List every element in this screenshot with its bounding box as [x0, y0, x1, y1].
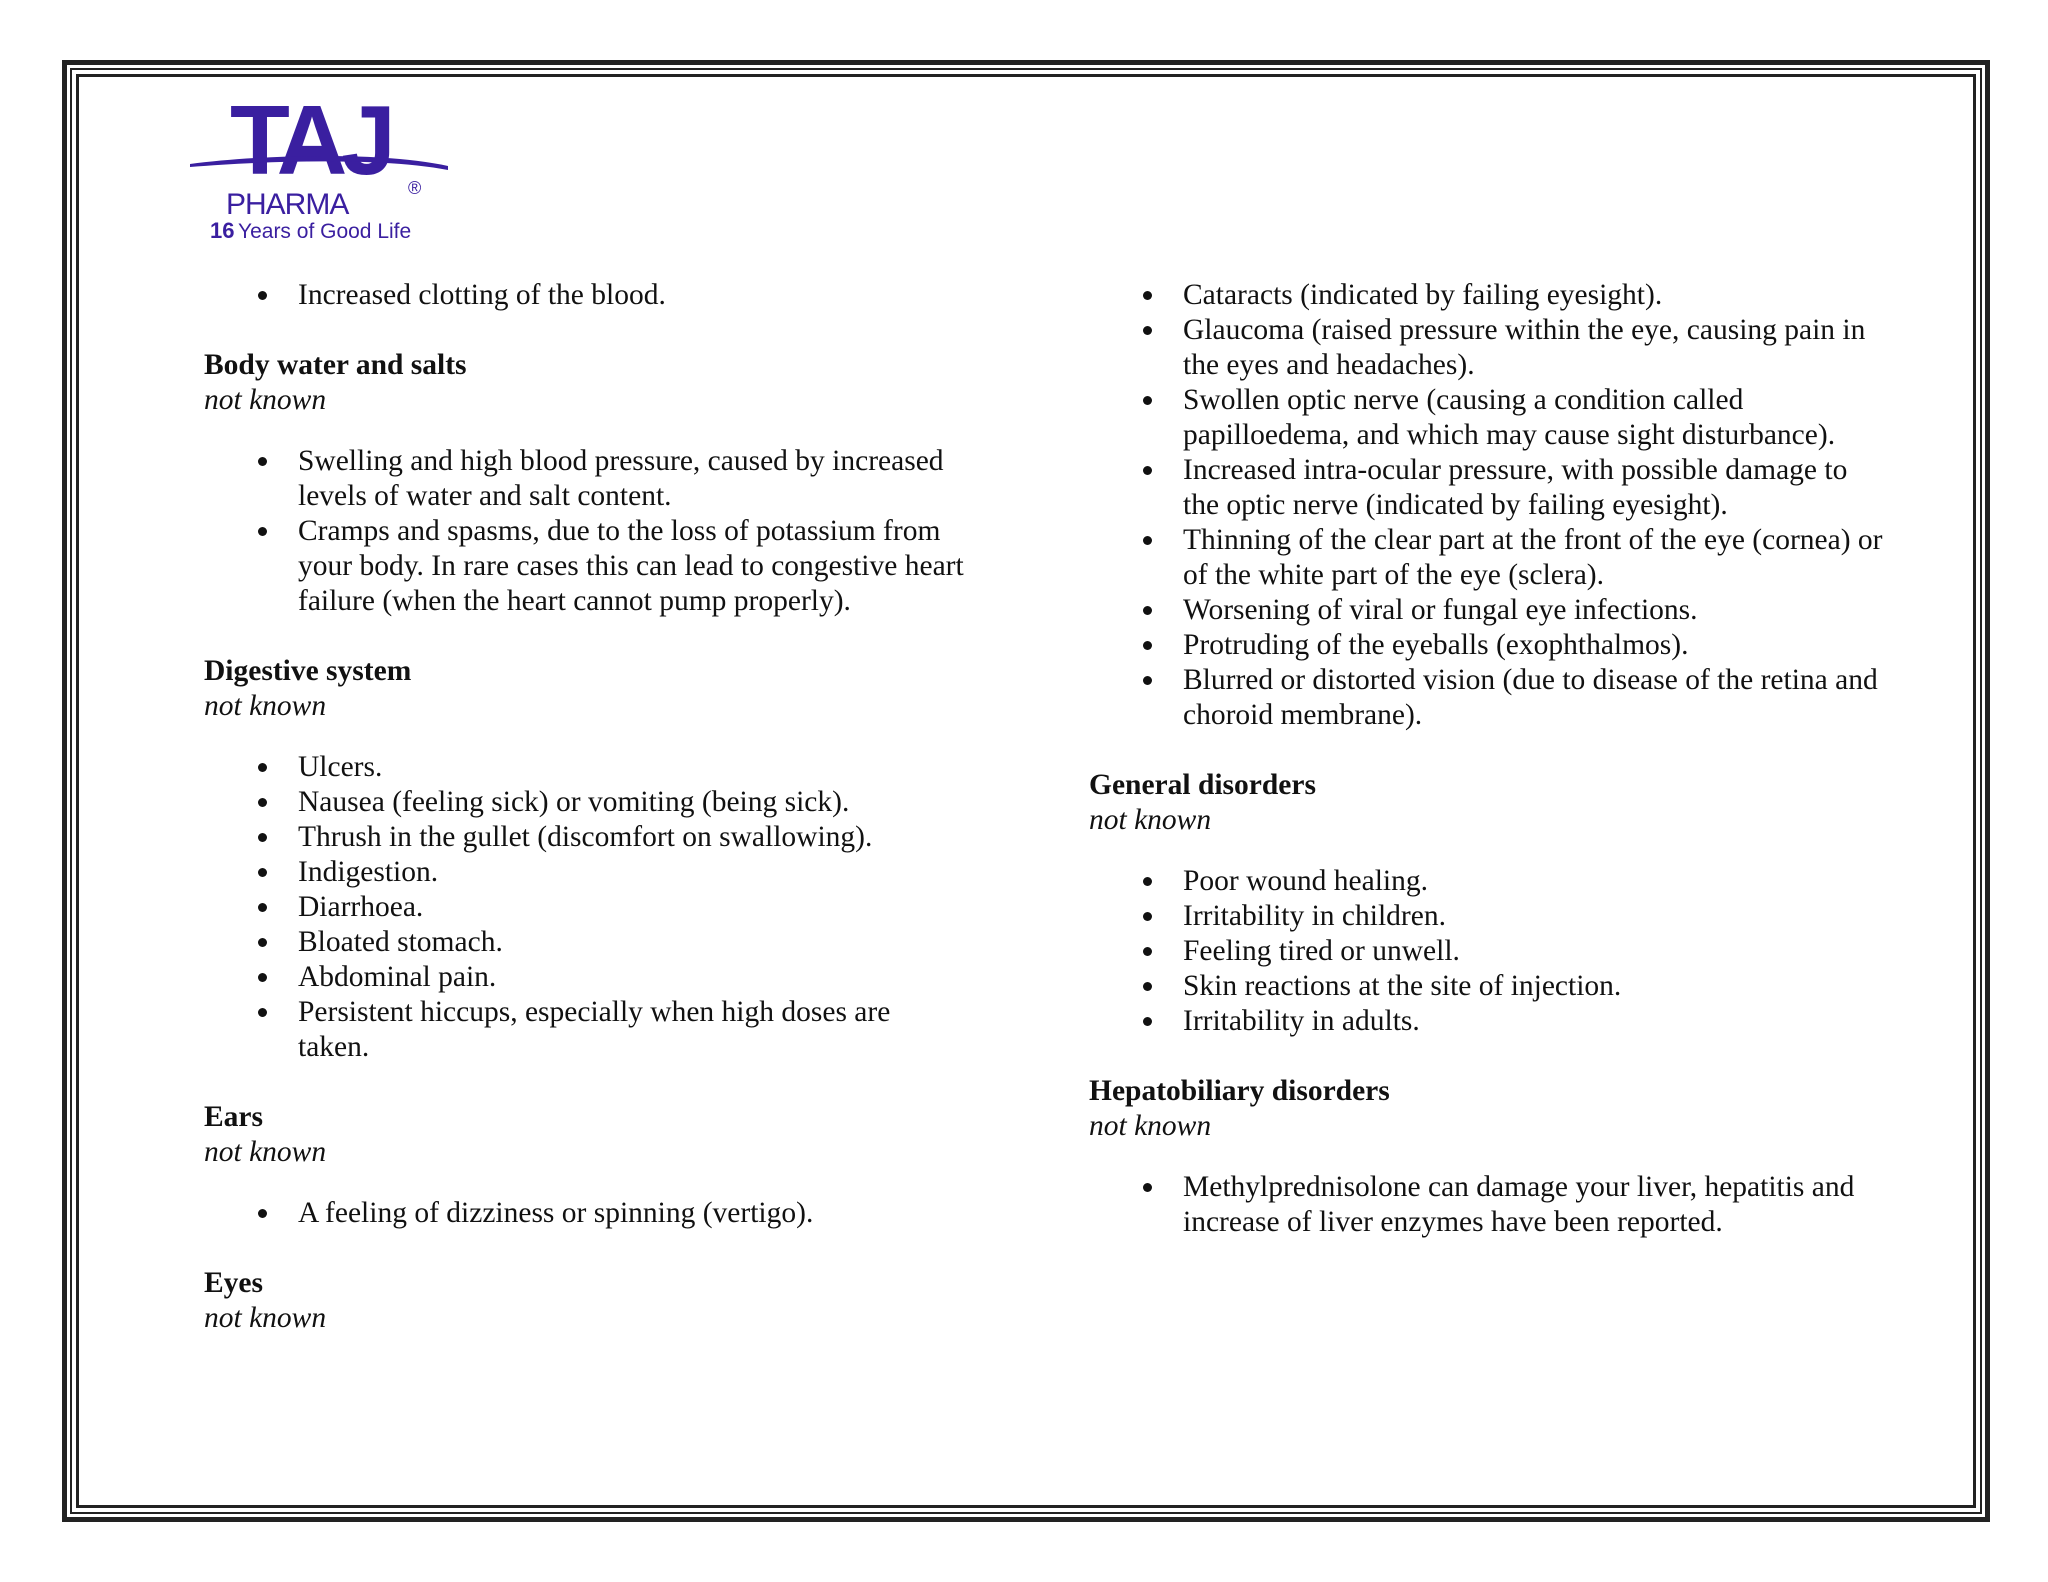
list-item: Persistent hiccups, especially when high doses are taken.: [204, 995, 964, 1065]
bullet-icon: [1143, 466, 1152, 475]
list-item: Increased clotting of the blood.: [204, 278, 964, 313]
frequency-label: not known: [1089, 1110, 1212, 1142]
list-item: Indigestion.: [204, 855, 964, 890]
frequency-label: not known: [204, 1302, 327, 1334]
list-item: A feeling of dizziness or spinning (vertigo).: [204, 1196, 964, 1231]
list-item: Thinning of the clear part at the front of the eye (cornea) or of the white part of the eye (sclera).: [1089, 523, 1889, 593]
frequency-label: not known: [204, 384, 327, 416]
bullet-icon: [258, 527, 267, 536]
taj-pharma-logo-graphic: [186, 96, 466, 246]
bullet-icon: [1143, 877, 1152, 886]
symptom-list: [1089, 1170, 1889, 1240]
bullet-icon: [1143, 606, 1152, 615]
frequency-label: not known: [204, 690, 327, 722]
list-item: Swollen optic nerve (causing a condition called papilloedema, and which may cause sight disturbance).: [1089, 383, 1889, 453]
bullet-icon: [1143, 396, 1152, 405]
list-item: Glaucoma (raised pressure within the eye, causing pain in the eyes and headaches).: [1089, 313, 1889, 383]
list-item: Bloated stomach.: [204, 925, 964, 960]
section-heading: Hepatobiliary disorders: [1089, 1075, 1390, 1107]
bullet-icon: [258, 903, 267, 912]
list-item: Protruding of the eyeballs (exophthalmos).: [1089, 628, 1889, 663]
bullet-icon: [258, 798, 267, 807]
section-heading: General disorders: [1089, 769, 1316, 801]
section-hepatobiliary-disorders: [1089, 1074, 1889, 1240]
symptom-list: [204, 444, 964, 619]
list-item: Increased intra-ocular pressure, with possible damage to the optic nerve (indicated by failing eyesight).: [1089, 453, 1889, 523]
list-item: Poor wound healing.: [1089, 864, 1889, 899]
list-item: Cataracts (indicated by failing eyesight).: [1089, 278, 1889, 313]
bullet-icon: [258, 1209, 267, 1218]
svg-text:16: 16: [210, 218, 235, 243]
bullet-icon: [258, 291, 267, 300]
list-item: Blurred or distorted vision (due to disease of the retina and choroid membrane).: [1089, 663, 1889, 733]
section-heading: Eyes: [204, 1267, 263, 1299]
svg-text:Years of Good Life: Years of Good Life: [238, 220, 412, 243]
list-item: Nausea (feeling sick) or vomiting (being sick).: [204, 785, 964, 820]
taj-pharma-logo: [186, 96, 466, 246]
list-item: Thrush in the gullet (discomfort on swallowing).: [204, 820, 964, 855]
bullet-icon: [1143, 1183, 1152, 1192]
left-intro-list: [204, 278, 964, 313]
section-digestive-system: [204, 654, 964, 1065]
left-column: [204, 278, 964, 1362]
bullet-icon: [258, 938, 267, 947]
bullet-icon: [1143, 676, 1152, 685]
bullet-icon: [258, 763, 267, 772]
list-item: Diarrhoea.: [204, 890, 964, 925]
frequency-label: not known: [204, 1136, 327, 1168]
list-item: Feeling tired or unwell.: [1089, 934, 1889, 969]
bullet-icon: [1143, 326, 1152, 335]
list-item: Methylprednisolone can damage your liver, hepatitis and increase of liver enzymes have been reported.: [1089, 1170, 1889, 1240]
list-item: Abdominal pain.: [204, 960, 964, 995]
bullet-icon: [1143, 291, 1152, 300]
bullet-icon: [1143, 641, 1152, 650]
svg-text:PHARMA: PHARMA: [226, 188, 349, 221]
symptom-list: [204, 1196, 964, 1231]
frequency-label: not known: [1089, 804, 1212, 836]
right-column: [1089, 278, 1889, 1275]
list-item: Swelling and high blood pressure, caused by increased levels of water and salt content.: [204, 444, 964, 514]
section-ears: [204, 1100, 964, 1231]
bullet-icon: [1143, 536, 1152, 545]
symptom-list: [1089, 864, 1889, 1039]
bullet-icon: [1143, 912, 1152, 921]
svg-text:TAJ: TAJ: [230, 96, 390, 195]
section-eyes: [204, 1266, 964, 1336]
list-item: Worsening of viral or fungal eye infections.: [1089, 593, 1889, 628]
symptom-list: [204, 750, 964, 1065]
bullet-icon: [258, 973, 267, 982]
section-heading: Digestive system: [204, 655, 412, 687]
bullet-icon: [1143, 1017, 1152, 1026]
bullet-icon: [258, 833, 267, 842]
section-body-water-and-salts: [204, 348, 964, 619]
bullet-icon: [1143, 982, 1152, 991]
section-heading: Body water and salts: [204, 349, 467, 381]
list-item: Ulcers.: [204, 750, 964, 785]
bullet-icon: [1143, 947, 1152, 956]
section-general-disorders: [1089, 768, 1889, 1039]
list-item: Cramps and spasms, due to the loss of potassium from your body. In rare cases this can lead to congestive heart failure (when the heart cannot pump properly).: [204, 514, 964, 619]
list-item: Skin reactions at the site of injection.: [1089, 969, 1889, 1004]
bullet-icon: [258, 457, 267, 466]
svg-text:®: ®: [408, 178, 422, 198]
bullet-icon: [258, 1008, 267, 1017]
eye-symptom-list: [1089, 278, 1889, 733]
bullet-icon: [258, 868, 267, 877]
section-heading: Ears: [204, 1101, 263, 1133]
list-item: Irritability in children.: [1089, 899, 1889, 934]
list-item: Irritability in adults.: [1089, 1004, 1889, 1039]
